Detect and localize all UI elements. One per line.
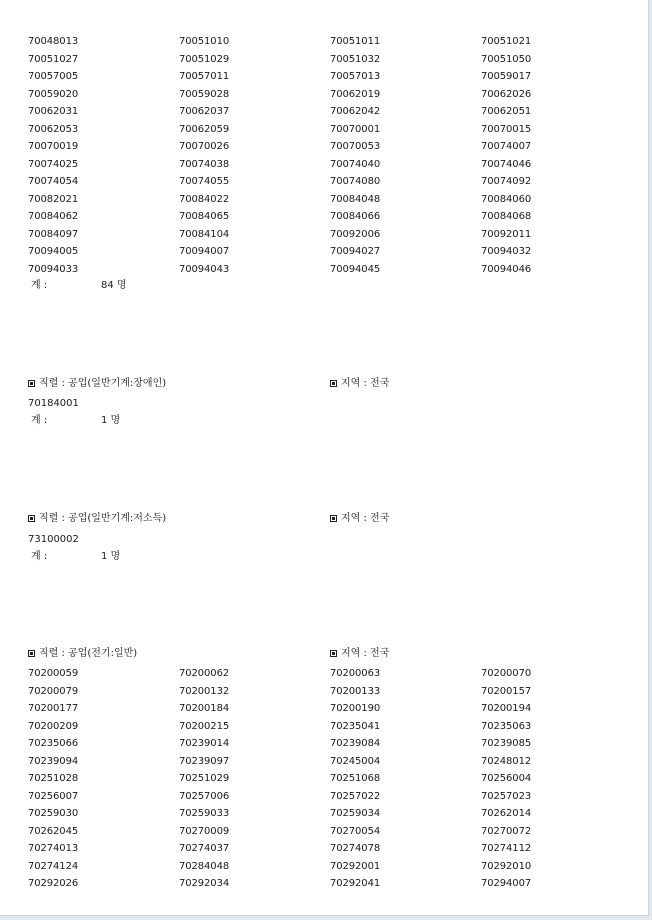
code-cell: 70059020 <box>28 88 79 100</box>
total-row-block2 <box>31 414 120 428</box>
total-row-block3 <box>31 550 120 564</box>
code-cell: 70084062 <box>28 211 79 222</box>
code-cell: 70259033 <box>179 808 230 819</box>
code-cell: 70084066 <box>330 211 381 222</box>
code-cell: 70259034 <box>330 808 381 819</box>
code-cell: 70074054 <box>28 176 79 187</box>
section-header-block2 <box>28 377 628 391</box>
code-cell: 70059028 <box>179 88 230 100</box>
code-cell: 70200059 <box>28 668 79 679</box>
code-cell: 70270054 <box>330 825 381 837</box>
code-cell: 70274037 <box>179 843 230 854</box>
code-cell: 70257023 <box>481 790 532 802</box>
code-cell: 70094005 <box>28 246 79 257</box>
code-cell: 70094033 <box>28 263 79 275</box>
section-header-block3 <box>28 512 628 526</box>
code-cell: 70200157 <box>481 685 532 697</box>
code-cell: 70262014 <box>481 808 532 819</box>
region-label: 지역 : 전국 <box>341 378 390 389</box>
code-cell: 70200215 <box>179 720 230 732</box>
code-cell: 70084048 <box>330 193 381 205</box>
code-cell: 70051027 <box>28 53 79 65</box>
square-bullet-icon <box>28 515 35 522</box>
code-cell: 70070019 <box>28 141 79 152</box>
code-cell: 70262045 <box>28 825 79 837</box>
code-cell: 70048013 <box>28 36 79 47</box>
code-cell: 70256007 <box>28 790 79 802</box>
code-grid-block1 <box>28 33 632 278</box>
code-cell: 70239014 <box>179 738 230 749</box>
code-cell: 70062026 <box>481 88 532 100</box>
code-cell: 70251068 <box>330 773 381 784</box>
code-cell: 70084068 <box>481 211 532 222</box>
code-cell: 70292041 <box>330 878 381 889</box>
code-cell: 70239085 <box>481 738 532 749</box>
code-cell: 70074007 <box>481 141 532 152</box>
code-cell: 70270009 <box>179 825 230 837</box>
code-cell: 70062031 <box>28 106 79 117</box>
square-bullet-icon <box>330 650 337 657</box>
square-bullet-icon <box>28 380 35 387</box>
code-cell: 70239097 <box>179 755 230 767</box>
total-label: 계 : <box>31 551 48 562</box>
code-cell: 70062037 <box>179 106 230 117</box>
job-label: 직렬 : 공업(일반기계:저소득) <box>39 513 167 524</box>
code-cell: 70051021 <box>481 36 532 47</box>
code-grid-block4 <box>28 665 632 893</box>
code-cell: 70094027 <box>330 246 381 257</box>
code-cell: 70200177 <box>28 703 79 714</box>
total-value: 84 명 <box>101 280 127 291</box>
code-cell: 70070001 <box>330 123 381 135</box>
code-cell: 70094046 <box>481 263 532 275</box>
code-cell: 70284048 <box>179 860 230 872</box>
code-cell: 70084104 <box>179 228 230 240</box>
code-cell: 70051050 <box>481 53 532 65</box>
code-cell: 70082021 <box>28 193 79 205</box>
code-cell: 70239084 <box>330 738 381 749</box>
code-cell: 70094043 <box>179 263 230 275</box>
code-cell: 70257006 <box>179 790 230 802</box>
region-label: 지역 : 전국 <box>341 648 390 659</box>
code-cell: 70059017 <box>481 71 532 82</box>
code-cell: 70257022 <box>330 790 381 802</box>
code-cell: 70256004 <box>481 773 532 784</box>
code-cell: 70251028 <box>28 773 79 784</box>
code-cell: 70062019 <box>330 88 381 100</box>
code-cell: 70074092 <box>481 176 532 187</box>
code-cell: 70200133 <box>330 685 381 697</box>
code-cell: 70235066 <box>28 738 79 749</box>
code-cell: 70074040 <box>330 158 381 170</box>
code-cell: 70259030 <box>28 808 79 819</box>
code-cell: 70074038 <box>179 158 230 170</box>
code-cell: 70239094 <box>28 755 79 767</box>
code-cell: 70062059 <box>179 123 230 135</box>
code-cell: 70051029 <box>179 53 230 65</box>
code-cell: 70062051 <box>481 106 532 117</box>
code-cell: 70248012 <box>481 755 532 767</box>
total-label: 계 : <box>31 415 48 426</box>
code-cell: 70062053 <box>28 123 79 135</box>
section-header-block4 <box>28 647 628 661</box>
code-cell: 70274013 <box>28 843 79 854</box>
region-label: 지역 : 전국 <box>341 513 390 524</box>
code-cell: 70274078 <box>330 843 381 854</box>
code-cell: 70274124 <box>28 860 79 872</box>
total-value: 1 명 <box>101 551 121 562</box>
total-value: 1 명 <box>101 415 121 426</box>
code-cell: 70200070 <box>481 668 532 679</box>
code-cell: 70292010 <box>481 860 532 872</box>
square-bullet-icon <box>28 650 35 657</box>
code-cell: 70200190 <box>330 703 381 714</box>
job-label: 직렬 : 공업(전기:일반) <box>39 648 138 659</box>
code-cell: 70274112 <box>481 843 532 854</box>
code-single-block2: 70184001 <box>28 398 79 409</box>
code-cell: 70051010 <box>179 36 230 47</box>
code-cell: 70074025 <box>28 158 79 170</box>
code-cell: 70084060 <box>481 193 532 205</box>
total-label: 계 : <box>31 280 48 291</box>
code-cell: 70235041 <box>330 720 381 732</box>
code-cell: 70092011 <box>481 228 532 240</box>
code-cell: 70094045 <box>330 263 381 275</box>
code-cell: 70057011 <box>179 71 230 82</box>
code-cell: 70251029 <box>179 773 230 784</box>
code-cell: 70270072 <box>481 825 532 837</box>
code-cell: 70062042 <box>330 106 381 117</box>
square-bullet-icon <box>330 380 337 387</box>
code-cell: 70057013 <box>330 71 381 82</box>
code-cell: 70200184 <box>179 703 230 714</box>
code-cell: 70200194 <box>481 703 532 714</box>
code-cell: 70084065 <box>179 211 230 222</box>
code-cell: 70294007 <box>481 878 532 889</box>
square-bullet-icon <box>330 515 337 522</box>
code-cell: 70074080 <box>330 176 381 187</box>
code-cell: 70200209 <box>28 720 79 732</box>
code-cell: 70074055 <box>179 176 230 187</box>
code-cell: 70235063 <box>481 720 532 732</box>
total-row-block1 <box>31 279 127 293</box>
code-cell: 70051011 <box>330 36 381 47</box>
code-cell: 70245004 <box>330 755 381 767</box>
job-label: 직렬 : 공업(일반기계:장애인) <box>39 378 167 389</box>
code-cell: 70200063 <box>330 668 381 679</box>
code-cell: 70070015 <box>481 123 532 135</box>
code-cell: 70070053 <box>330 141 381 152</box>
code-cell: 70200132 <box>179 685 230 697</box>
code-cell: 70051032 <box>330 53 381 65</box>
code-cell: 70084022 <box>179 193 230 205</box>
code-cell: 70200062 <box>179 668 230 679</box>
code-cell: 70292001 <box>330 860 381 872</box>
code-cell: 70092006 <box>330 228 381 240</box>
code-cell: 70070026 <box>179 141 230 152</box>
code-cell: 70200079 <box>28 685 79 697</box>
code-cell: 70094032 <box>481 246 532 257</box>
code-cell: 70057005 <box>28 71 79 82</box>
code-single-block3: 73100002 <box>28 534 79 545</box>
code-cell: 70292026 <box>28 878 79 889</box>
code-cell: 70074046 <box>481 158 532 170</box>
code-cell: 70094007 <box>179 246 230 257</box>
code-cell: 70292034 <box>179 878 230 889</box>
code-cell: 70084097 <box>28 228 79 240</box>
